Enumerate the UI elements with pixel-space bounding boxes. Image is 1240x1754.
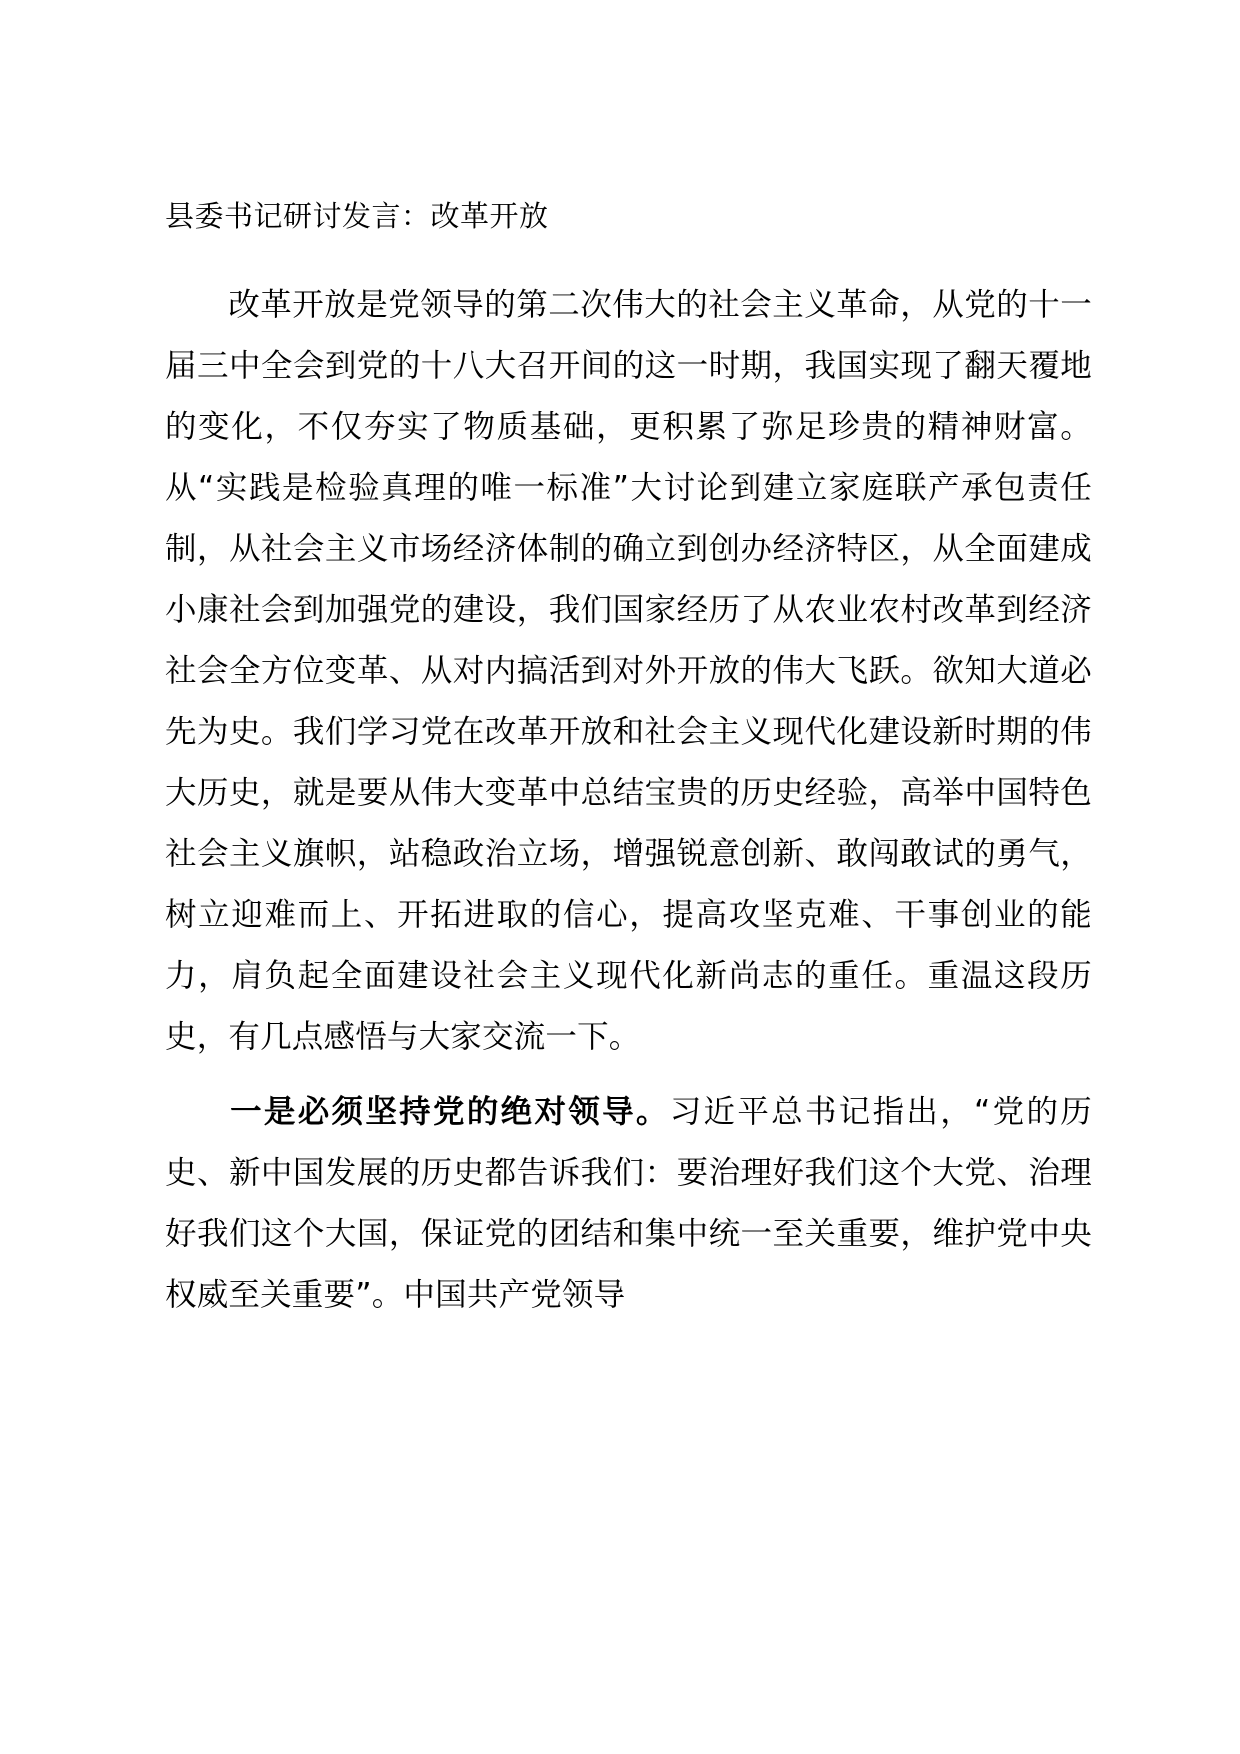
paragraph-2-lead: 一是必须坚持党的绝对领导。	[228, 1093, 670, 1130]
paragraph-1	[165, 275, 1092, 1068]
paragraph-2-text: 习近平总书记指出，“党的历史、新中国发展的历史都告诉我们：要治理好我们这个大党、治理好我们这个大国，保证党的团结和集中统一至关重要，维护党中央权威至关重要”。中国共产党领导	[165, 1093, 1092, 1313]
page-title: 县委书记研讨发言：改革开放	[165, 199, 549, 233]
paragraph-2	[165, 1082, 1092, 1326]
paragraph-1-text: 改革开放是党领导的第二次伟大的社会主义革命，从党的十一届三中全会到党的十八大召开间的这一时期，我国实现了翻天覆地的变化，不仅夯实了物质基础，更积累了弥足珍贵的精神财富。从“实践是检验真理的唯一标准”大讨论到建立家庭联产承包责任制，从社会主义市场经济体制的确立到创办经济特区，从全面建成小康社会到加强党的建设，我们国家经历了从农业农村改革到经济社会全方位变革、从对内搞活到对外开放的伟大飞跃。欲知大道必先为史。我们学习党在改革开放和社会主义现代化建设新时期的伟大历史，就是要从伟大变革中总结宝贵的历史经验，高举中国特色社会主义旗帜，站稳政治立场，增强锐意创新、敢闯敢试的勇气，树立迎难而上、开拓进取的信心，提高攻坚克难、干事创业的能力，肩负起全面建设社会主义现代化新尚志的重任。重温这段历史，有几点感悟与大家交流一下。	[165, 286, 1092, 1055]
